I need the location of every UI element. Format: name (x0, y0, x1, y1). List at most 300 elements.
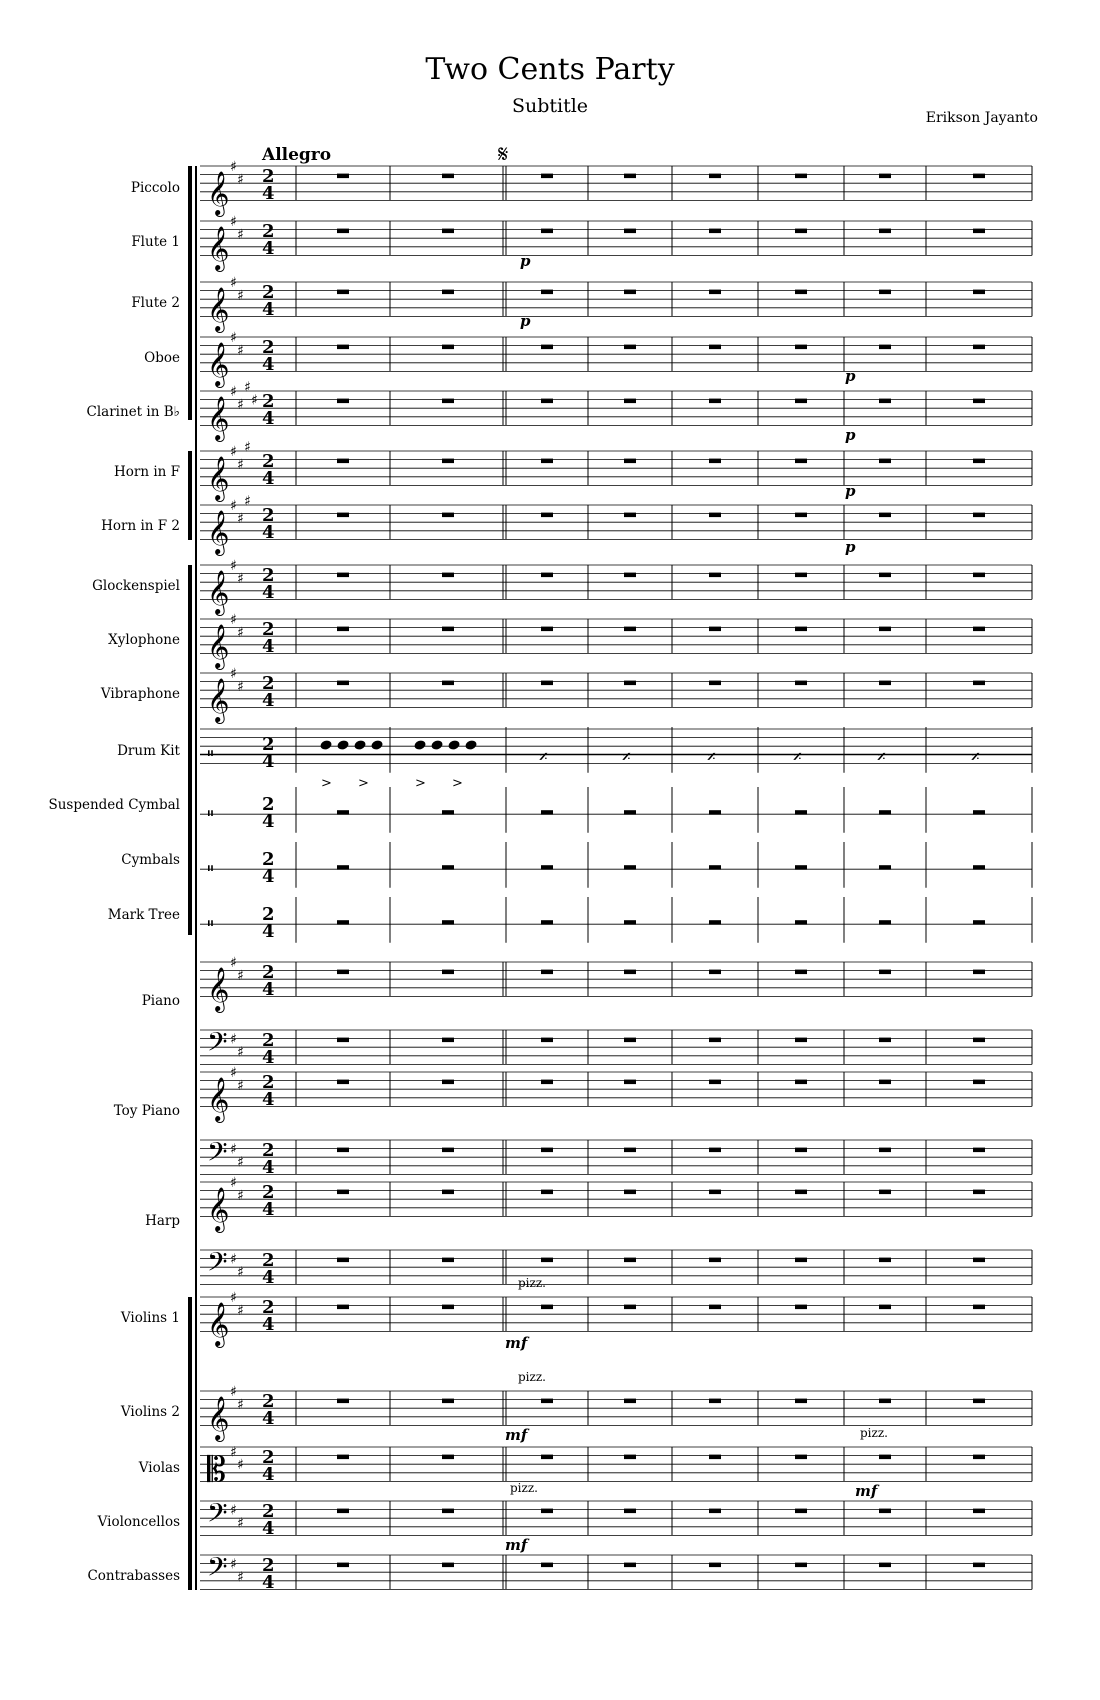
cymbals-time-denominator: 4 (262, 866, 275, 887)
drum-kit-note-notehead (431, 740, 443, 750)
drum-kit-simile: 𝄎 (793, 747, 802, 768)
vibraphone-whole-rest (337, 681, 349, 686)
violins-2-dynamic: mf (505, 1426, 528, 1444)
clarinet-in-b--whole-rest (709, 399, 721, 404)
oboe-whole-rest (709, 345, 721, 350)
toy-piano-time-numerator: 2 (262, 1140, 275, 1161)
oboe-key-sharp: ♯ (237, 342, 244, 359)
toy-piano-whole-rest (973, 1148, 985, 1153)
mark-tree-whole-rest (973, 920, 985, 925)
violoncellos-whole-rest (624, 1509, 636, 1514)
violins-1-whole-rest (795, 1305, 807, 1310)
toy-piano-whole-rest (337, 1148, 349, 1153)
glockenspiel-whole-rest (442, 573, 454, 578)
harp-whole-rest (973, 1258, 985, 1263)
harp-whole-rest (442, 1258, 454, 1263)
toy-piano-whole-rest (973, 1080, 985, 1085)
piano-time-denominator: 4 (262, 1047, 275, 1068)
violas-dynamic: mf (855, 1482, 878, 1500)
clarinet-in-b--whole-rest (541, 399, 553, 404)
instrument-name-clarinet: Clarinet in B♭ (86, 404, 180, 420)
harp-whole-rest (541, 1258, 553, 1263)
harp-whole-rest (879, 1258, 891, 1263)
vibraphone-time-denominator: 4 (262, 690, 275, 711)
piano-whole-rest (879, 1038, 891, 1043)
xylophone-whole-rest (541, 627, 553, 632)
drum-kit-accent: > (452, 776, 463, 791)
toy-piano-whole-rest (624, 1148, 636, 1153)
vibraphone-time-numerator: 2 (262, 673, 275, 694)
violins-2-time-denominator: 4 (262, 1408, 275, 1429)
violins-2-whole-rest (541, 1399, 553, 1404)
horn-in-f-time-denominator: 4 (262, 468, 275, 489)
piccolo-whole-rest (541, 174, 553, 179)
piano-key-sharp: ♯ (237, 1044, 244, 1061)
suspended-cymbal-whole-rest (973, 810, 985, 815)
violas-whole-rest (795, 1455, 807, 1460)
piano-time-numerator: 2 (262, 962, 275, 983)
instrument-name-vibraphone: Vibraphone (100, 686, 180, 702)
violins-1-pizz: pizz. (518, 1276, 546, 1290)
flute-2-whole-rest (973, 290, 985, 295)
horn-in-f-2-key-sharp: ♯ (244, 493, 251, 510)
instrument-name-piccolo: Piccolo (130, 180, 180, 196)
suspended-cymbal-whole-rest (624, 810, 636, 815)
instrument-name-piano: Piano (141, 993, 180, 1009)
contrabasses-whole-rest (541, 1563, 553, 1568)
piano-whole-rest (541, 1038, 553, 1043)
xylophone-treble-clef: 𝄞 (207, 624, 230, 668)
piano-whole-rest (442, 970, 454, 975)
xylophone-whole-rest (337, 627, 349, 632)
piccolo-whole-rest (879, 174, 891, 179)
horn-2-dynamic: p (845, 538, 856, 556)
violins-1-whole-rest (337, 1305, 349, 1310)
xylophone-whole-rest (709, 627, 721, 632)
horn-in-f-whole-rest (337, 459, 349, 464)
violins-2-treble-clef: 𝄞 (207, 1396, 230, 1440)
violoncellos-whole-rest (879, 1509, 891, 1514)
piano-time-denominator: 4 (262, 979, 275, 1000)
horn-in-f-2-treble-clef: 𝄞 (207, 510, 230, 554)
vibraphone-whole-rest (442, 681, 454, 686)
glockenspiel-whole-rest (879, 573, 891, 578)
oboe-time-numerator: 2 (262, 337, 275, 358)
piano-whole-rest (709, 970, 721, 975)
violoncellos-pizz: pizz. (510, 1481, 538, 1495)
flute-2-whole-rest (442, 290, 454, 295)
horn-in-f-2-whole-rest (879, 513, 891, 518)
flute-1-treble-clef: 𝄞 (207, 226, 230, 270)
instrument-name-toy-piano: Toy Piano (113, 1103, 180, 1119)
toy-piano-whole-rest (442, 1148, 454, 1153)
flute-1-whole-rest (541, 229, 553, 234)
flute-1-whole-rest (973, 229, 985, 234)
xylophone-key-sharp: ♯ (237, 624, 244, 641)
toy-piano-key-sharp: ♯ (237, 1154, 244, 1171)
horn-1-dynamic: p (845, 482, 856, 500)
mark-tree-whole-rest (442, 920, 454, 925)
horn-in-f-whole-rest (709, 459, 721, 464)
contrabasses-bass-clef: 𝄢 (207, 1551, 228, 1589)
violins-2-whole-rest (879, 1399, 891, 1404)
violas-whole-rest (973, 1455, 985, 1460)
violins-1-whole-rest (442, 1305, 454, 1310)
flute-2-whole-rest (795, 290, 807, 295)
toy-piano-key-sharp: ♯ (237, 1077, 244, 1094)
violins-2-whole-rest (973, 1399, 985, 1404)
glockenspiel-time-numerator: 2 (262, 565, 275, 586)
harp-time-denominator: 4 (262, 1267, 275, 1288)
vibraphone-whole-rest (879, 681, 891, 686)
oboe-whole-rest (973, 345, 985, 350)
mark-tree-whole-rest (541, 920, 553, 925)
xylophone-time-numerator: 2 (262, 619, 275, 640)
contrabasses-time-numerator: 2 (262, 1555, 275, 1576)
instrument-name-flute-2: Flute 2 (131, 295, 180, 311)
contrabasses-whole-rest (442, 1563, 454, 1568)
violins-1-whole-rest (973, 1305, 985, 1310)
xylophone-whole-rest (624, 627, 636, 632)
toy-piano-whole-rest (795, 1080, 807, 1085)
contrabasses-whole-rest (973, 1563, 985, 1568)
glockenspiel-key-sharp: ♯ (237, 570, 244, 587)
cymbals-whole-rest (879, 865, 891, 870)
drum-kit-simile: 𝄎 (877, 747, 886, 768)
oboe-whole-rest (337, 345, 349, 350)
contrabasses-whole-rest (795, 1563, 807, 1568)
oboe-dynamic: p (845, 367, 856, 385)
piano-whole-rest (442, 1038, 454, 1043)
instrument-name-harp: Harp (145, 1213, 180, 1229)
oboe-whole-rest (442, 345, 454, 350)
suspended-cymbal-whole-rest (442, 810, 454, 815)
glockenspiel-key-sharp: ♯ (230, 558, 237, 574)
drum-kit-note-notehead (465, 740, 477, 750)
violas-whole-rest (442, 1455, 454, 1460)
xylophone-key-sharp: ♯ (230, 612, 237, 628)
toy-piano-time-denominator: 4 (262, 1089, 275, 1110)
harp-key-sharp: ♯ (237, 1264, 244, 1281)
instrument-name-xylophone: Xylophone (108, 632, 180, 648)
flute-1-dynamic: p (520, 252, 531, 270)
flute-2-treble-clef: 𝄞 (207, 287, 230, 331)
violins-2-key-sharp: ♯ (237, 1396, 244, 1413)
violas-pizz: pizz. (860, 1426, 888, 1440)
violins-2-pizz: pizz. (518, 1370, 546, 1384)
horn-in-f-2-whole-rest (541, 513, 553, 518)
clarinet-in-b--whole-rest (795, 399, 807, 404)
drum-kit-accent: > (358, 776, 369, 791)
horn-in-f-key-sharp: ♯ (237, 456, 244, 473)
vibraphone-whole-rest (709, 681, 721, 686)
flute-1-key-sharp: ♯ (237, 226, 244, 243)
clarinet-dynamic: p (845, 426, 856, 444)
violins-1-whole-rest (624, 1305, 636, 1310)
clarinet-in-b--key-sharp: ♯ (251, 392, 258, 409)
cymbals-whole-rest (709, 865, 721, 870)
flute-1-whole-rest (795, 229, 807, 234)
cymbals-time-numerator: 2 (262, 849, 275, 870)
violas-key-sharp: ♯ (237, 1457, 244, 1474)
piccolo-whole-rest (709, 174, 721, 179)
horn-in-f-treble-clef: 𝄞 (207, 456, 230, 500)
mark-tree-time-numerator: 2 (262, 904, 275, 925)
flute-2-time-numerator: 2 (262, 282, 275, 303)
drum-kit-simile: 𝄎 (622, 747, 631, 768)
suspended-cymbal-whole-rest (879, 810, 891, 815)
oboe-treble-clef: 𝄞 (207, 342, 230, 386)
toy-piano-time-denominator: 4 (262, 1157, 275, 1178)
toy-piano-whole-rest (442, 1080, 454, 1085)
xylophone-whole-rest (795, 627, 807, 632)
toy-piano-whole-rest (795, 1148, 807, 1153)
violas-key-sharp: ♯ (230, 1444, 237, 1461)
drum-kit-time-denominator: 4 (262, 751, 275, 772)
horn-in-f-whole-rest (879, 459, 891, 464)
contrabasses-whole-rest (709, 1563, 721, 1568)
horn-in-f-key-sharp: ♯ (230, 444, 237, 460)
harp-key-sharp: ♯ (230, 1251, 237, 1268)
score-title: Two Cents Party (425, 52, 675, 87)
piano-whole-rest (879, 970, 891, 975)
cymbals-percussion-clef: 𝄥 (208, 859, 213, 879)
clarinet-in-b--time-denominator: 4 (262, 408, 275, 429)
vibraphone-key-sharp: ♯ (230, 666, 237, 682)
horn-in-f-time-numerator: 2 (262, 451, 275, 472)
harp-whole-rest (795, 1258, 807, 1263)
flute-1-whole-rest (337, 229, 349, 234)
oboe-whole-rest (541, 345, 553, 350)
violas-whole-rest (624, 1455, 636, 1460)
toy-piano-whole-rest (541, 1080, 553, 1085)
violins-1-key-sharp: ♯ (237, 1302, 244, 1319)
flute-1-whole-rest (709, 229, 721, 234)
instrument-name-flute-1: Flute 1 (131, 234, 180, 250)
score-subtitle: Subtitle (511, 95, 589, 117)
glockenspiel-time-denominator: 4 (262, 582, 275, 603)
violoncellos-whole-rest (337, 1509, 349, 1514)
toy-piano-whole-rest (337, 1080, 349, 1085)
oboe-whole-rest (879, 345, 891, 350)
suspended-cymbal-whole-rest (795, 810, 807, 815)
horn-in-f-2-whole-rest (442, 513, 454, 518)
oboe-key-sharp: ♯ (230, 330, 237, 346)
instrument-name-drum-kit: Drum Kit (117, 743, 180, 759)
drum-kit-note-notehead (371, 740, 383, 750)
harp-whole-rest (541, 1190, 553, 1195)
violins-1-time-denominator: 4 (262, 1314, 275, 1335)
clarinet-in-b--key-sharp: ♯ (237, 396, 244, 413)
piano-bass-clef: 𝄢 (207, 1026, 228, 1064)
harp-time-denominator: 4 (262, 1199, 275, 1220)
flute-2-whole-rest (541, 290, 553, 295)
mark-tree-whole-rest (795, 920, 807, 925)
harp-whole-rest (624, 1258, 636, 1263)
harp-key-sharp: ♯ (230, 1175, 237, 1191)
horn-in-f-whole-rest (541, 459, 553, 464)
piano-whole-rest (795, 970, 807, 975)
cymbals-whole-rest (442, 865, 454, 870)
piano-whole-rest (795, 1038, 807, 1043)
violas-time-numerator: 2 (262, 1447, 275, 1468)
harp-bass-clef: 𝄢 (207, 1246, 228, 1284)
violins-2-whole-rest (624, 1399, 636, 1404)
piano-treble-clef: 𝄞 (207, 967, 230, 1011)
harp-whole-rest (442, 1190, 454, 1195)
glockenspiel-treble-clef: 𝄞 (207, 570, 230, 614)
drum-kit-note-notehead (354, 740, 366, 750)
piano-time-numerator: 2 (262, 1030, 275, 1051)
drum-kit-accent: > (321, 776, 332, 791)
toy-piano-time-numerator: 2 (262, 1072, 275, 1093)
piano-whole-rest (624, 1038, 636, 1043)
vibraphone-whole-rest (624, 681, 636, 686)
violas-whole-rest (879, 1455, 891, 1460)
harp-key-sharp: ♯ (237, 1187, 244, 1204)
vibraphone-whole-rest (973, 681, 985, 686)
xylophone-whole-rest (879, 627, 891, 632)
toy-piano-treble-clef: 𝄞 (207, 1077, 230, 1121)
vibraphone-treble-clef: 𝄞 (207, 678, 230, 722)
horn-in-f-2-whole-rest (337, 513, 349, 518)
horn-in-f-whole-rest (795, 459, 807, 464)
cymbals-whole-rest (541, 865, 553, 870)
glockenspiel-whole-rest (709, 573, 721, 578)
violins-2-time-numerator: 2 (262, 1391, 275, 1412)
toy-piano-whole-rest (709, 1148, 721, 1153)
cymbals-whole-rest (337, 865, 349, 870)
glockenspiel-whole-rest (973, 573, 985, 578)
drum-kit-note-notehead (448, 740, 460, 750)
harp-whole-rest (337, 1258, 349, 1263)
toy-piano-key-sharp: ♯ (230, 1065, 237, 1081)
violins-1-whole-rest (879, 1305, 891, 1310)
violas-whole-rest (709, 1455, 721, 1460)
harp-whole-rest (879, 1190, 891, 1195)
horn-in-f-2-whole-rest (709, 513, 721, 518)
instrument-name-violins-1: Violins 1 (120, 1310, 180, 1326)
horn-in-f-whole-rest (442, 459, 454, 464)
violins-1-treble-clef: 𝄞 (207, 1302, 230, 1346)
contrabasses-whole-rest (337, 1563, 349, 1568)
harp-whole-rest (709, 1190, 721, 1195)
piccolo-whole-rest (973, 174, 985, 179)
flute-2-key-sharp: ♯ (230, 275, 237, 291)
drum-kit-simile: 𝄎 (971, 747, 980, 768)
vibraphone-key-sharp: ♯ (237, 678, 244, 695)
piccolo-whole-rest (337, 174, 349, 179)
horn-in-f-whole-rest (624, 459, 636, 464)
toy-piano-whole-rest (624, 1080, 636, 1085)
instrument-name-violins-2: Violins 2 (120, 1404, 180, 1420)
violins-1-whole-rest (709, 1305, 721, 1310)
horn-in-f-2-time-denominator: 4 (262, 522, 275, 543)
cymbals-whole-rest (795, 865, 807, 870)
violas-time-denominator: 4 (262, 1464, 275, 1485)
toy-piano-whole-rest (879, 1080, 891, 1085)
mark-tree-whole-rest (624, 920, 636, 925)
oboe-whole-rest (624, 345, 636, 350)
instrument-name-suspended-cymbal: Suspended Cymbal (48, 797, 180, 813)
piano-whole-rest (337, 970, 349, 975)
flute-1-whole-rest (624, 229, 636, 234)
suspended-cymbal-whole-rest (541, 810, 553, 815)
harp-whole-rest (973, 1190, 985, 1195)
violins-1-dynamic: mf (505, 1334, 528, 1352)
clarinet-in-b--whole-rest (442, 399, 454, 404)
suspended-cymbal-time-numerator: 2 (262, 794, 275, 815)
violins-1-time-numerator: 2 (262, 1297, 275, 1318)
clarinet-in-b--whole-rest (973, 399, 985, 404)
piano-whole-rest (973, 1038, 985, 1043)
piccolo-time-numerator: 2 (262, 166, 275, 187)
violins-2-whole-rest (337, 1399, 349, 1404)
mark-tree-whole-rest (709, 920, 721, 925)
harp-whole-rest (624, 1190, 636, 1195)
instrument-name-violoncellos: Violoncellos (97, 1514, 180, 1530)
piccolo-whole-rest (624, 174, 636, 179)
toy-piano-whole-rest (541, 1148, 553, 1153)
violoncellos-key-sharp: ♯ (230, 1502, 237, 1519)
violoncellos-whole-rest (795, 1509, 807, 1514)
violoncellos-whole-rest (541, 1509, 553, 1514)
toy-piano-key-sharp: ♯ (230, 1141, 237, 1158)
piano-key-sharp: ♯ (237, 967, 244, 984)
drum-kit-note-notehead (337, 740, 349, 750)
instrument-name-contrabasses: Contrabasses (87, 1568, 180, 1584)
instrument-name-oboe: Oboe (144, 350, 180, 366)
violoncellos-time-denominator: 4 (262, 1518, 275, 1539)
drum-kit-simile: 𝄎 (707, 747, 716, 768)
horn-in-f-key-sharp: ♯ (244, 439, 251, 456)
cymbals-whole-rest (973, 865, 985, 870)
piano-whole-rest (337, 1038, 349, 1043)
instrument-name-mark-tree: Mark Tree (107, 907, 180, 923)
horn-in-f-2-key-sharp: ♯ (230, 498, 237, 514)
clarinet-in-b--key-sharp: ♯ (230, 384, 237, 400)
flute-2-key-sharp: ♯ (237, 287, 244, 304)
suspended-cymbal-percussion-clef: 𝄥 (208, 804, 213, 824)
drum-kit-accent: > (415, 776, 426, 791)
piccolo-key-sharp: ♯ (237, 171, 244, 188)
clarinet-in-b--treble-clef: 𝄞 (207, 396, 230, 440)
harp-whole-rest (795, 1190, 807, 1195)
violins-1-key-sharp: ♯ (230, 1290, 237, 1306)
drum-kit-note-notehead (414, 740, 426, 750)
drum-kit-time-numerator: 2 (262, 734, 275, 755)
instrument-name-horn-1: Horn in F (113, 464, 180, 480)
tempo-marking: Allegro (262, 145, 332, 165)
horn-in-f-2-whole-rest (795, 513, 807, 518)
flute-2-whole-rest (709, 290, 721, 295)
xylophone-whole-rest (442, 627, 454, 632)
toy-piano-whole-rest (709, 1080, 721, 1085)
xylophone-whole-rest (973, 627, 985, 632)
violoncellos-key-sharp: ♯ (237, 1515, 244, 1532)
horn-in-f-2-key-sharp: ♯ (237, 510, 244, 527)
harp-whole-rest (709, 1258, 721, 1263)
toy-piano-whole-rest (879, 1148, 891, 1153)
suspended-cymbal-time-denominator: 4 (262, 811, 275, 832)
glockenspiel-whole-rest (541, 573, 553, 578)
violoncellos-dynamic: mf (505, 1536, 528, 1554)
contrabasses-key-sharp: ♯ (237, 1569, 244, 1586)
piano-whole-rest (973, 970, 985, 975)
piccolo-time-denominator: 4 (262, 183, 275, 204)
violins-2-key-sharp: ♯ (230, 1384, 237, 1400)
suspended-cymbal-whole-rest (337, 810, 349, 815)
